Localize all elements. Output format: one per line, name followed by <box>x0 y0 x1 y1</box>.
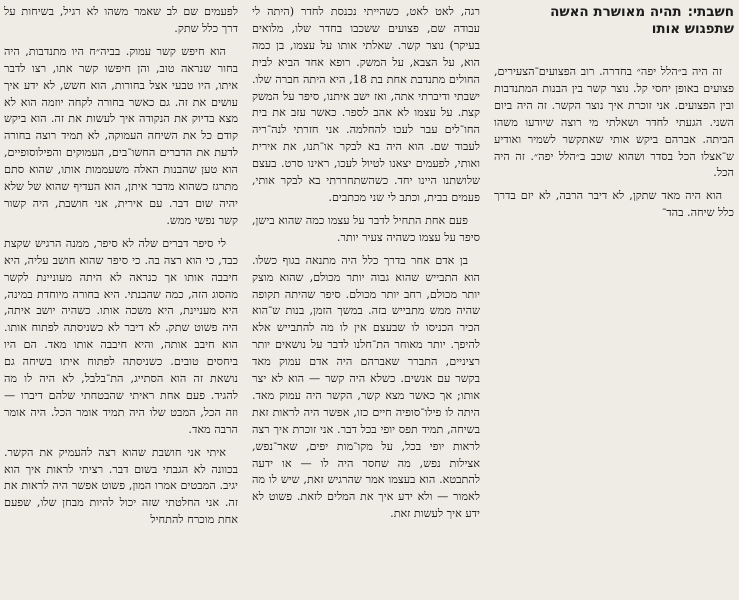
paragraph: בן אדם אחר בדרך כלל היה מתנאה בגוף כשלו. הוא התבייש שהוא גבוה יותר מכולם, שהוא מוצק יותר מכולם, רחב יותר מכולם. סיפר שהיתה תקופה שהיה ממש מתבייש בזה. במשך הזמן, בנות ש־הוא הכיר הכניסו לו שבעצם אין לו מה להתבייש אלא להיפך. יותר מאוחר הת־חלנו לדבר על נושאים יותר רציניים, התברר שאברהם היה אדם עמוק מאד בקשר עם אנשים. כשלא היה קשר — הוא לא יצר אותו; אך כאשר מצא קשר, הקשר היה עמוק מאד. היתה לו פילו־סופיה חיים כזו, אפשר היה לראות זאת בשיחה, תמיד תפס יופי בכל דבר. אני זוכרת איך רצה לראות יופי בכל, על מקו־מות יפים, שאר־נפש, אצילות נפש, מה שחסר היה לו — או ידעה להתבטא. הוא בעצמו אמר שהרגיש זאת, שיש לו מה לאמור — ולא ידע איך את המלים לזאת. פשוט לא ידע איך לעשות זאת. <box>252 253 480 521</box>
paragraph: זה היה ב״הלל יפה״ בחדרה. רוב הפצועים־הצעירים, פצועים באופן יחסי קל. נוצר קשר בין הבנות המתנדבות ובין הפצועים. אני זוכרת איך נוצר הקשר. זה היה ביום השני. הגעתי לחדר ושאלתי מי רוצה שיודעו משהו הביתה. אברהם ביקש אותי שאתקשר לשמיר ואודיע ש־אצלו הכל בסדר ושהוא שוכב ב״הלל יפה״. זה היה הכל. <box>494 65 734 180</box>
paragraph: רגה, לאט לאט, כשהייתי נכנסת לחדר (היתה לי עבודה שם, פצועים ששכבו בחדר שלו, מלואים בעיקר) נוצר קשר. שאלתי אותו על עצמו, בן כמה הוא, על הצבא, על המשק. רופא אחד הביא לבית החולים מתנדבת אחת בת 18, היא היתה חברה שלו. ישבתי ודיברתי אתה, ואז ישב איתנו, סיפר על המשק קצת. על עצמו לא אהב לספר. כאשר עזב את בית החו־לים עבר לעכו להחלמה. אני חזרתי לנה־ריה לעבוד שם. הוא היה בא לבקר או־תנו, את אירית ואותי, לפעמים יצאנו לטיול לעכו, ראינו סרט. בעצם שלושתנו היינו יחד. כשהשתחררתי בא לבקר אותי, פעמים בבית, וכתב לי שני מכתבים. <box>252 5 480 204</box>
article-column-right <box>494 4 734 222</box>
paragraph: איתי אני חושבת שהוא רצה להעמיק את הקשר. בכוונה לא הגבתי בשום דבר. רציתי לראות איך הוא יגיב. המבטים אמרו המון, פשוט אפשר היה לראות את זה. אני החלטתי שזה יכול להיות מבחן שלו, שפעם אחת מוכרח להתחיל <box>4 445 238 527</box>
column-right-body <box>494 64 734 222</box>
paragraph: הוא חיפש קשר עמוק. בביה״ח היו מתנדבות, היה בחור שנראה טוב, והן חיפשו קשר אתו, רצו לדבר איתו, היו טבעי אצל בחורות, הוא חשש, לא ידע איך עושים את זה. גם כאשר בחורה לקחה יוזמה הוא לא מצא בדיוק את הנקודה איך לעשות את זה. הוא ביקש קודם כל את השיחה העמוקה, לא תמיד רוצה בחורה לדעת את הדברים החשו־בים, העמוקים והפילוסופיים, הוא טען שהבנות האלה משעממות אותו, שהוא סתם מתרגז כשהוא מדבר איתן, הוא העדיף שהוא של שלא יהיה שום דבר. עם אירית, אני חושבת, היה קשור קשר נפשי ממש. <box>4 44 238 227</box>
article-column-left <box>4 4 238 529</box>
paragraph: הוא היה מאד שתקן, לא דיבר הרבה, לא יזם בדרך כלל שיחה. בהד־ <box>494 189 734 220</box>
paragraph: לפעמים שם לב שאמר משהו לא רגיל, בשיחות על דרך כלל שתק. <box>4 5 238 35</box>
headline-label: חשבתי: <box>687 4 734 20</box>
headline-title-line-1: תהיה מאושרת האשה <box>550 4 682 20</box>
headline-title-line-2: שתפגוש אותו <box>651 21 734 37</box>
article-column-middle <box>252 4 480 523</box>
article-headline <box>494 4 734 38</box>
paragraph: פעם אחת התחיל לדבר על עצמו כמה שהוא בישן, סיפר על עצמו כשהיה צעיר יותר. <box>252 213 480 244</box>
paragraph: לי סיפר דברים שלה לא סיפר, ממנה הרגיש שקצת כבד, כי הוא רצה בה. כי סיפר שהוא חושב עליה, היא חיבבה אותו אך כנראה לא היתה מעוניינת לקשר מהסוג הזה, כמה שהבנתי. היא בחורה מיוחדת במינה, היא מעניינת, היא משכה אותו. כשהיה יושב איתה, היה פשוט שתק. לא דיבר לא כשניסתה לפתוח אותו. הוא חיבב אותה, והיא חיבבה אותו מאד. הם היו ביחסים טובים. כשניסתה לפתוח איתו בשיחה גם נושאת זה הוא הסתייג, הת־בלבל, לא היה לו מה להגיד. פעם אחת ראיתי שהבטחתי שלהם דיברו — וזה הכל, המבט שלו היה תמיד אומר הכל. היה אומר הרבה מאד. <box>4 236 238 436</box>
